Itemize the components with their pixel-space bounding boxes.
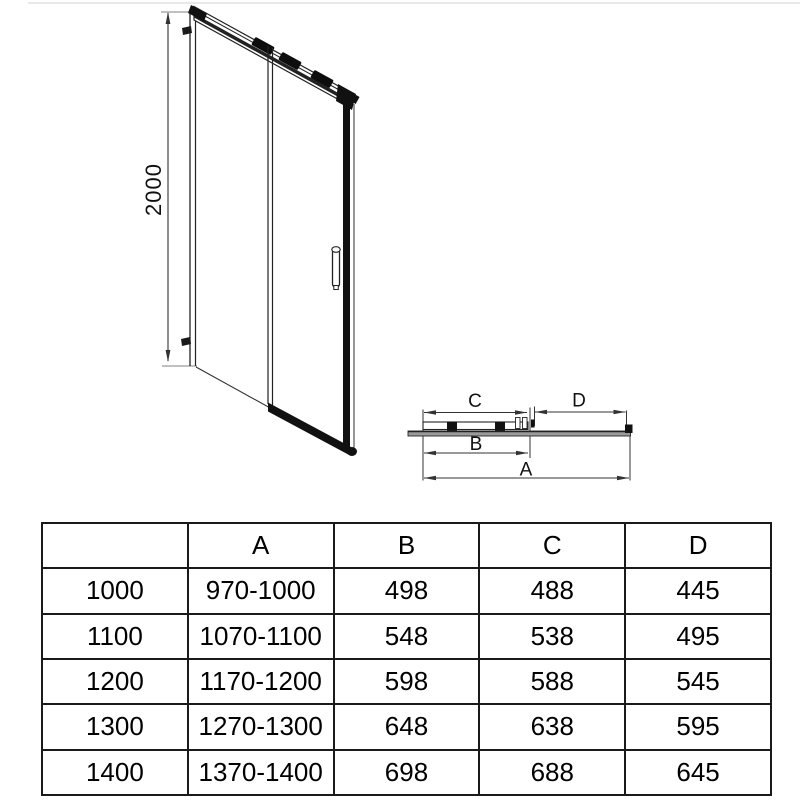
table-row: [42, 659, 771, 704]
table-row: [42, 704, 771, 749]
door-handle: [332, 247, 340, 290]
table-header-cell-c: C: [479, 523, 625, 568]
plan-wall-bracket: [625, 425, 633, 434]
table-header-cell-b: B: [334, 523, 480, 568]
table-row: [42, 614, 771, 659]
plan-dimension-a: [424, 460, 629, 481]
table-row: [42, 568, 771, 613]
plan-label-c: C: [468, 391, 482, 412]
plan-view: [408, 391, 633, 481]
plan-stop: [531, 420, 535, 428]
table-cell: 1100: [42, 614, 188, 659]
table-cell: 1000: [42, 568, 188, 613]
table-cell: 648: [334, 704, 480, 749]
table-cell: 1400: [42, 750, 188, 795]
table-cell: 495: [625, 614, 771, 659]
size-spec-table: [41, 522, 772, 796]
table-cell: 688: [479, 750, 625, 795]
top-rail: [188, 5, 360, 110]
plan-roller-2: [495, 422, 505, 432]
table-cell: 445: [625, 568, 771, 613]
table-cell: 498: [334, 568, 480, 613]
height-dimension: [141, 12, 197, 366]
plan-label-a: A: [519, 459, 533, 481]
height-dimension-label: 2000: [141, 163, 166, 216]
plan-dimension-c: [424, 391, 527, 415]
table-cell: 538: [479, 614, 625, 659]
table-header-cell-d: D: [625, 523, 771, 568]
plan-sliding-panel: [423, 418, 535, 432]
sliding-door: [268, 46, 354, 452]
table-header-cell: [42, 523, 188, 568]
table-cell: 1170-1200: [188, 659, 334, 704]
table-cell: 638: [479, 704, 625, 749]
table-cell: 548: [334, 614, 480, 659]
size-table-container: [41, 522, 772, 796]
table-cell: 598: [334, 659, 480, 704]
table-cell: 1270-1300: [188, 704, 334, 749]
table-cell: 698: [334, 750, 480, 795]
table-cell: 1300: [42, 704, 188, 749]
table-cell: 488: [479, 568, 625, 613]
plan-label-b: B: [469, 434, 483, 455]
table-cell: 1070-1100: [188, 614, 334, 659]
table-cell: 588: [479, 659, 625, 704]
table-cell: 970-1000: [188, 568, 334, 613]
table-header-row: [42, 523, 771, 568]
plan-label-d: D: [572, 390, 586, 412]
table-row: [42, 750, 771, 795]
plan-dimension-d: [535, 391, 626, 415]
elevation-view: [141, 5, 360, 456]
plan-dimension-b: [424, 434, 528, 455]
table-cell: 1200: [42, 659, 188, 704]
table-cell: 545: [625, 659, 771, 704]
table-cell: 645: [625, 750, 771, 795]
plan-stud-2: [523, 418, 528, 429]
table-header-cell-a: A: [188, 523, 334, 568]
door-right-profile: [343, 94, 350, 450]
plan-roller-1: [447, 422, 457, 432]
table-cell: 595: [625, 704, 771, 749]
table-cell: 1370-1400: [188, 750, 334, 795]
plan-stud-1: [516, 418, 521, 429]
